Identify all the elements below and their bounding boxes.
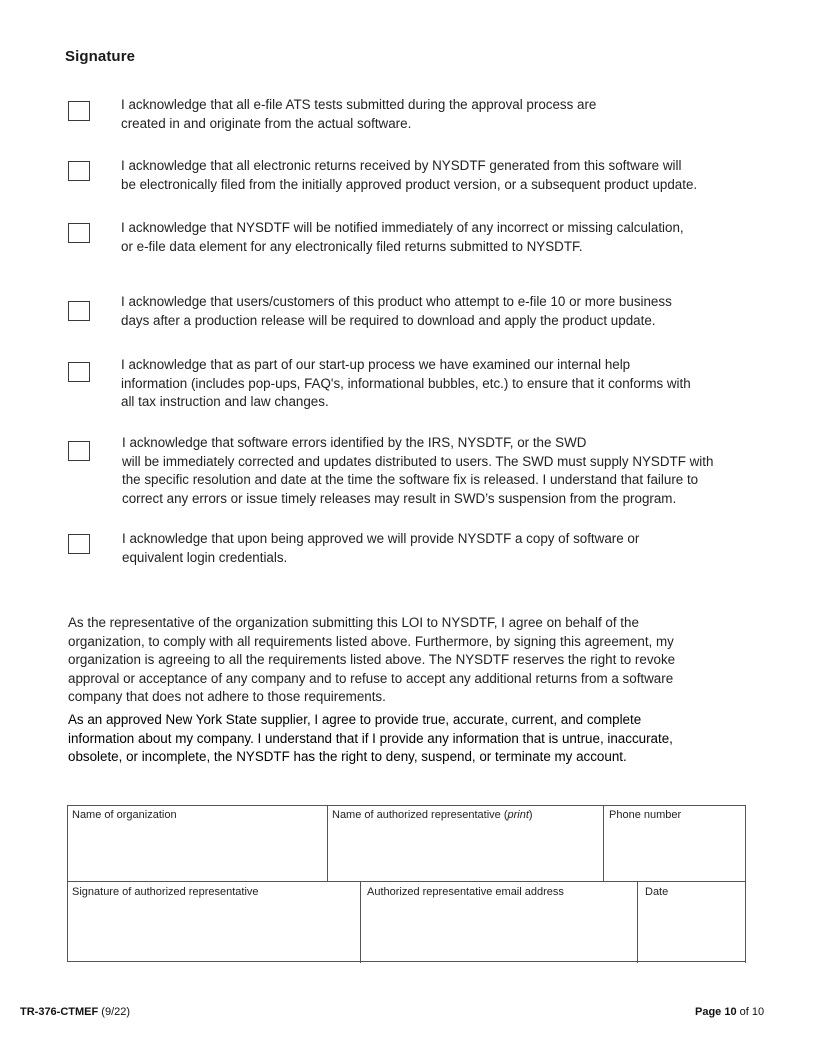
table-right-border xyxy=(745,806,746,963)
page-of: of xyxy=(739,1006,749,1018)
email-address-field[interactable] xyxy=(361,883,637,963)
acknowledgement-text-5: I acknowledge that as part of our start-up process we have examined our internal help information (includes pop-ups, FAQ's, informational bubbles, etc.) to ensure that it conforms with all tax instruction and law changes. xyxy=(121,357,691,410)
form-revision-date: (9/22) xyxy=(101,1006,131,1018)
phone-number-field[interactable] xyxy=(605,806,745,881)
section-heading-signature: Signature xyxy=(65,48,136,65)
page-total: 10 xyxy=(751,1006,765,1018)
acknowledgement-text-4: I acknowledge that users/customers of this product who attempt to e-file 10 or more business days after a production release will be required to download and apply the product update. xyxy=(121,294,672,328)
acknowledgement-text-7: I acknowledge that upon being approved we will provide NYSDTF a copy of software or equivalent login credentials. xyxy=(122,531,640,565)
table-row-divider xyxy=(68,881,746,882)
agreement-paragraph-1: As the representative of the organization submitting this LOI to NYSDTF, I agree on behalf of the organization, to comply with all requirements listed above. Furthermore, by signing this agreement, my organization is agreeing to all the requirements listed above. The NYSDTF reserves the right to revoke approval or acceptance of any company and to refuse to accept any additional returns from a software company that does not adhere to those requirements. xyxy=(68,615,676,705)
email-address-label: Authorized representative email address xyxy=(367,886,564,898)
representative-name-field[interactable] xyxy=(328,806,603,881)
acknowledgement-text-2: I acknowledge that all electronic returns received by NYSDTF generated from this software will be electronically filed from the initially approved product version, or a subsequent product update. xyxy=(121,158,698,192)
acknowledgement-text-1: I acknowledge that all e-file ATS tests submitted during the approval process are created in and originate from the actual software. xyxy=(121,97,597,131)
date-field[interactable] xyxy=(638,883,745,963)
acknowledgement-text-6: I acknowledge that software errors identified by the IRS, NYSDTF, or the SWD will be immediately corrected and updates distributed to users. The SWD must supply NYSDTF with the specific resolution and date at the time the software fix is released. I understand that failure to correct any errors or issue timely releases may result in SWD’s suspension from the program. xyxy=(122,435,714,506)
agreement-paragraph-2: As an approved New York State supplier, I agree to provide true, accurate, current, and complete information about my company. I understand that if I provide any information that is untrue, inaccurate, obsolete, or incomplete, the NYSDTF has the right to deny, suspend, or terminate my account. xyxy=(68,712,673,765)
date-label: Date xyxy=(645,886,669,898)
table-col-divider xyxy=(603,806,604,882)
signature-label: Signature of authorized representative xyxy=(72,886,259,898)
representative-name-label: Name of authorized representative (print) xyxy=(332,809,533,821)
acknowledgement-checkbox-3[interactable] xyxy=(68,223,90,243)
acknowledgement-checkbox-5[interactable] xyxy=(68,362,90,382)
page-word: Page xyxy=(695,1006,722,1018)
page-number xyxy=(695,1006,764,1018)
form-identifier xyxy=(20,1006,130,1018)
acknowledgement-checkbox-2[interactable] xyxy=(68,161,90,181)
acknowledgement-checkbox-6[interactable] xyxy=(68,441,90,461)
signature-field[interactable] xyxy=(68,883,360,963)
phone-number-label: Phone number xyxy=(609,809,682,821)
page-current: 10 xyxy=(724,1006,737,1018)
acknowledgement-text-3: I acknowledge that NYSDTF will be notified immediately of any incorrect or missing calculation, or e-file data element for any electronically filed returns submitted to NYSDTF. xyxy=(121,220,684,254)
organization-name-label: Name of organization xyxy=(72,809,177,821)
signature-form-table xyxy=(67,805,746,962)
acknowledgement-checkbox-1[interactable] xyxy=(68,101,90,121)
form-id: TR-376-CTMEF xyxy=(20,1006,99,1018)
acknowledgement-checkbox-7[interactable] xyxy=(68,534,90,554)
organization-name-field[interactable] xyxy=(68,806,327,881)
acknowledgement-checkbox-4[interactable] xyxy=(68,301,90,321)
